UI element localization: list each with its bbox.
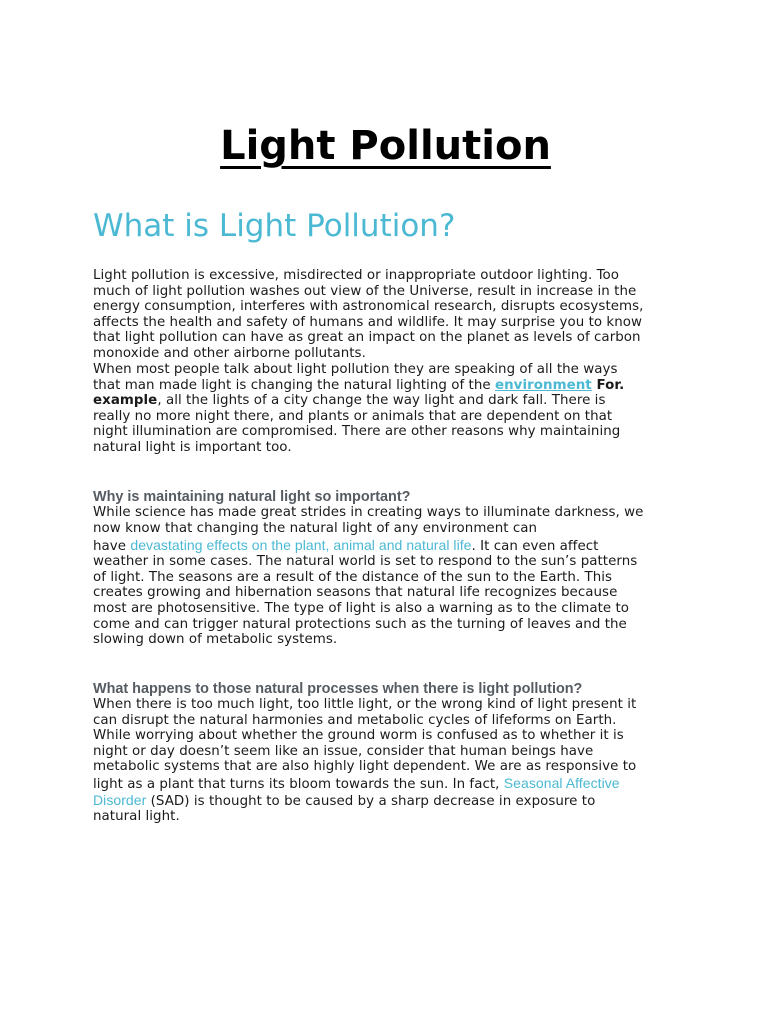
importance-paragraph bbox=[93, 505, 683, 648]
text-line: When there is too much light, too little light, or the wrong kind of light present it bbox=[93, 697, 637, 712]
text-line: slowing down of metabolic systems. bbox=[93, 632, 338, 648]
text-line: much of light pollution washes out view of the Universe, result in increase in the bbox=[93, 283, 637, 299]
text-line: that man made light is changing the natural lighting of the environment For. bbox=[93, 377, 625, 393]
text-line: night illumination are compromised. There are other reasons why maintaining bbox=[93, 424, 621, 440]
text-line: creates growing and hibernation seasons that natural life recognizes because bbox=[93, 585, 618, 601]
text-line: can disrupt the natural harmonies and metabolic cycles of lifeforms on Earth. bbox=[93, 712, 617, 728]
text-line: of light. The seasons are a result of the distance of the sun to the Earth. This bbox=[93, 569, 613, 585]
text-line: example, all the lights of a city change the way light and dark fall. There is bbox=[93, 393, 606, 409]
intro-paragraph bbox=[93, 268, 683, 362]
seasonal-affective-link[interactable]: Seasonal Affective bbox=[503, 774, 620, 791]
text-line: natural light. bbox=[93, 808, 180, 824]
definition-paragraph bbox=[93, 362, 683, 456]
text-line: While worrying about whether the ground worm is confused as to whether it is bbox=[93, 728, 624, 744]
processes-subheading: What happens to those natural processes when there is light pollution? bbox=[93, 681, 583, 697]
processes-paragraph bbox=[93, 697, 683, 825]
text-line: natural light is important too. bbox=[93, 439, 292, 455]
text-line: light as a plant that turns its bloom towards the sun. In fact, Seasonal Affective bbox=[93, 774, 620, 792]
text-line: While science has made great strides in creating ways to illuminate darkness, we bbox=[93, 505, 644, 520]
text-line: Disorder (SAD) is thought to be caused by a sharp decrease in exposure to bbox=[93, 791, 596, 809]
devastating-effects-link[interactable]: devastating effects on the plant, animal and natural life bbox=[130, 537, 472, 554]
text-line: affects the health and safety of humans and wildlife. It may surprise you to know bbox=[93, 314, 643, 330]
environment-link[interactable]: environment bbox=[494, 377, 592, 393]
text-line: Light pollution is excessive, misdirected or inappropriate outdoor lighting. Too bbox=[93, 268, 620, 283]
text-line: that light pollution can have as great an impact on the planet as levels of carbon bbox=[93, 330, 641, 346]
text-line: have devastating effects on the plant, animal and natural life. It can even affect bbox=[93, 537, 599, 555]
section-heading: What is Light Pollution? bbox=[93, 208, 456, 244]
text-line: really no more night there, and plants or animals that are dependent on that bbox=[93, 408, 613, 424]
text-line: weather in some cases. The natural world is set to respond to the sun’s patterns bbox=[93, 554, 638, 570]
text-line: metabolic systems that are also highly light dependent. We are as responsive to bbox=[93, 759, 637, 775]
text-line: most are photosensitive. The type of light is also a warning as to the climate to bbox=[93, 600, 630, 616]
text-line: night or day doesn’t seem like an issue, consider that human beings have bbox=[93, 743, 594, 759]
importance-subheading: Why is maintaining natural light so important? bbox=[93, 489, 411, 505]
text-line: When most people talk about light pollution they are speaking of all the ways bbox=[93, 362, 618, 377]
text-line: come and can trigger natural protections such as the turning of leaves and the bbox=[93, 616, 627, 632]
text-line: energy consumption, interferes with astronomical research, disrupts ecosystems, bbox=[93, 299, 644, 315]
document-title: Light Pollution bbox=[220, 123, 551, 169]
text-line: now know that changing the natural light of any environment can bbox=[93, 520, 538, 536]
disorder-link[interactable]: Disorder bbox=[93, 791, 147, 808]
text-line: monoxide and other airborne pollutants. bbox=[93, 345, 366, 361]
